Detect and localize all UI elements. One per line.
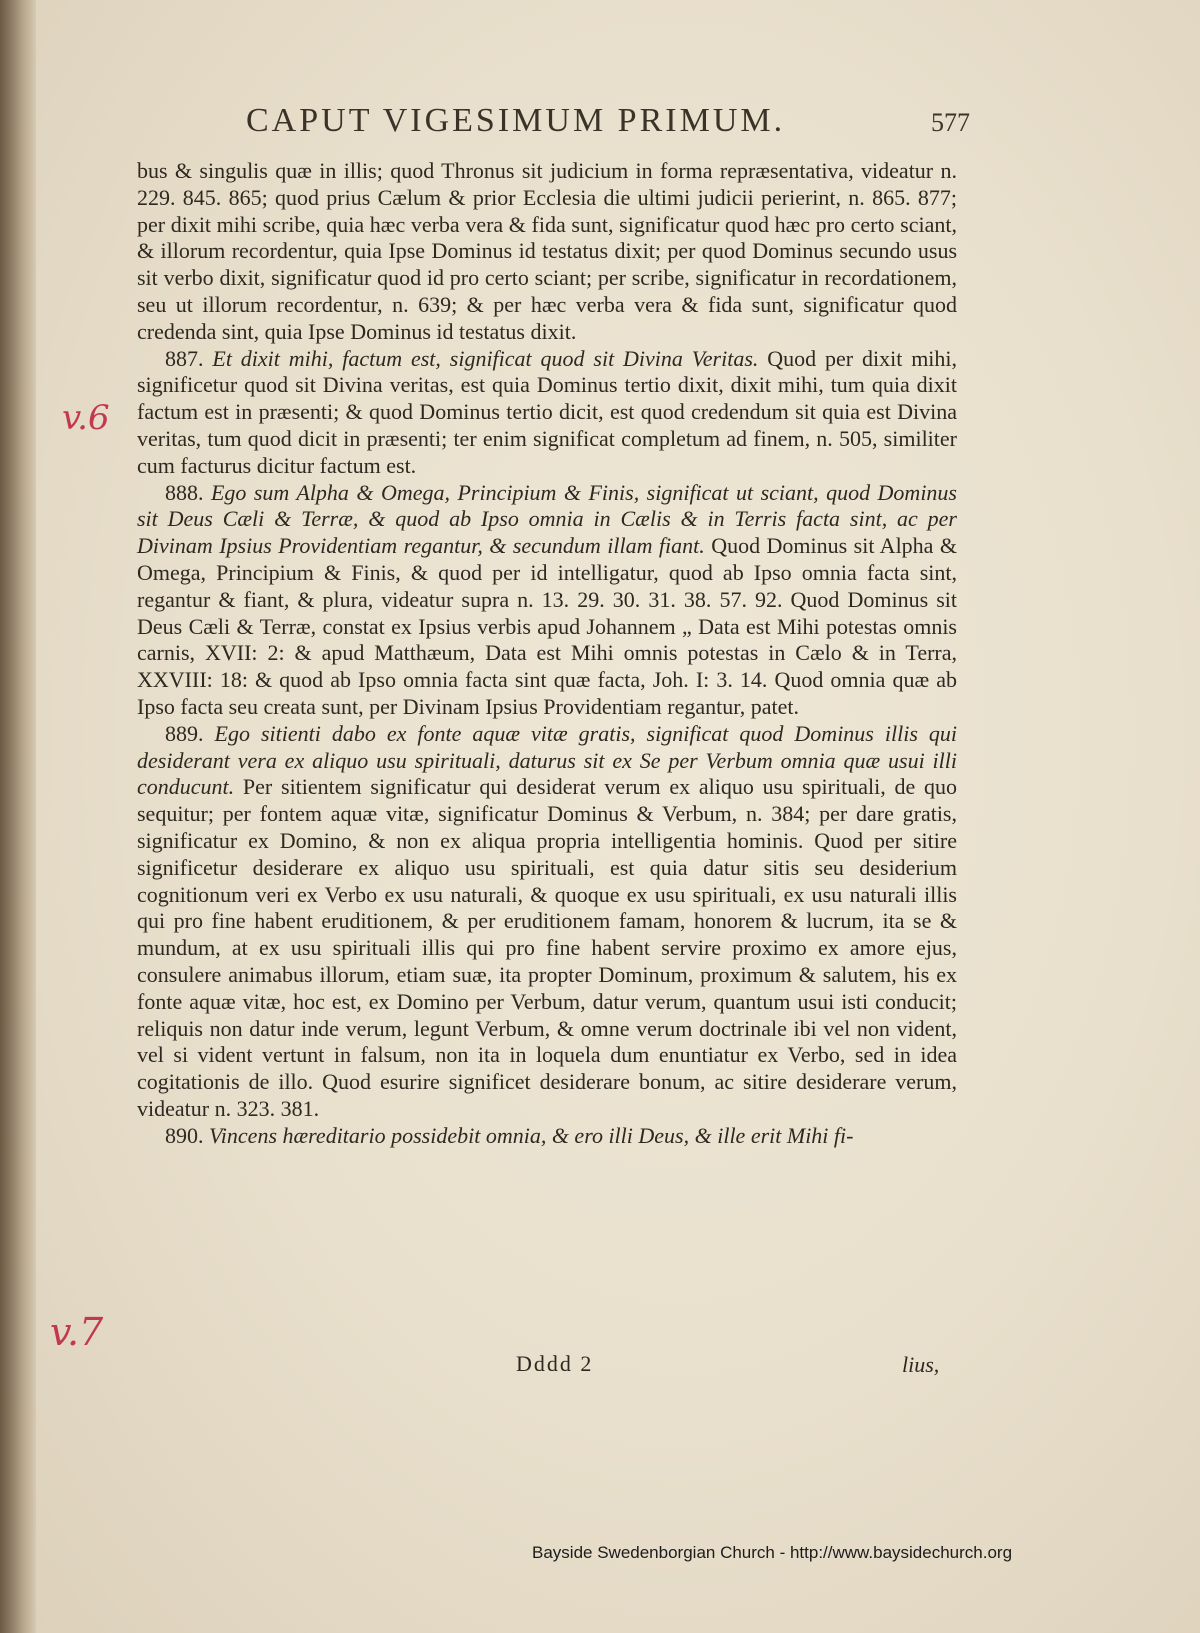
paragraph-887 — [137, 346, 957, 480]
margin-note-verse-6: v.6 — [62, 398, 110, 438]
page-header — [210, 102, 970, 146]
watermark-text: Bayside Swedenborgian Church - http://www.baysidechurch.org — [532, 1543, 1013, 1562]
margin-note-verse-7: v.7 — [50, 1310, 104, 1354]
running-title: CAPUT VIGESIMUM PRIMUM. — [246, 102, 786, 139]
paragraph-text: Quod per dixit mihi, significetur quod sit Divina veritas, est quia Dominus tertio dixit, dixit mihi, tum quia dixit factum est in præsenti; & quod Dominus tertio dicit, est quod credendum sit quia est Divina veritas, tum quod dicit in præsenti; ter enim significat completum ad finem, n. 505, similiter cum facturus dicitur factum est. — [137, 345, 958, 478]
paragraph-888 — [137, 480, 957, 721]
body-text — [137, 158, 957, 1149]
page-number: 577 — [931, 108, 970, 137]
paragraph-lemma: Et dixit mihi, factum est, significat quod sit Divina Veritas. — [212, 345, 759, 371]
paragraph-number: 890. — [165, 1122, 204, 1148]
paragraph-number: 888. — [165, 479, 204, 505]
paragraph-text: bus & singulis quæ in illis; quod Thronus sit judicium in forma repræsentativa, videatur n. 229. 845. 865; quod prius Cælum & prior Ecclesia die ultimi judicii perierint, n. 865. 877; per dixit mihi scribe, quia hæc verba vera & fida sunt, significatur quod hæc pro certo sciant, & illorum recordentur, quia Ipse Dominus id testatus dixit; per quod Dominus secundo usus sit verbo dixit, significatur quod id pro certo sciant; per scribe, significatur in recordationem, seu ut illorum recordentur, n. 639; & per hæc verba vera & fida sunt, significatur quod credenda sint, quia Ipse Dominus id testatus dixit. — [137, 158, 957, 344]
paragraph-890 — [137, 1123, 957, 1150]
paragraph-number: 887. — [165, 345, 204, 371]
paragraph-lemma: Ego sitienti dabo ex fonte aquæ vitæ gratis, significat quod Dominus illis qui desiderant vera ex aliquo usu spirituali, daturus sit ex Se per Verbum omnia quæ usui illi conducunt. — [137, 720, 957, 800]
paragraph-text: Quod Dominus sit Alpha & Omega, Principium & Finis, & quod per id intelligatur, quod ab Ipso omnia facta sint, regantur & fiant, & plura, videatur supra n. 13. 29. 30. 31. 38. 57. 92. Quod Dominus sit Deus Cæli & Terræ, constat ex Ipsius verbis apud Johannem „ Data est Mihi potestas omnis carnis, XVII: 2: & apud Matthæum, Data est Mihi omnis potestas in Cælo & in Terra, XXVIII: 18: & quod ab Ipso omnia facta sint quæ facta, Joh. I: 3. 14. Quod omnia quæ ab Ipso facta seu creata sunt, per Divinam Ipsius Providentiam regantur, patet. — [137, 533, 958, 719]
paragraph-text: Per sitientem significatur qui desiderat verum ex aliquo usu spirituali, de quo sequitur; per fontem aquæ vitæ, significatur Dominus & Verbum, n. 384; per dare gratis, significatur ex Domino, & non ex aliqua propria intelligentia hominis. Quod per sitire significetur desiderare ex aliquo usu spirituali, est quia datur sitis seu desiderium cognitionum veri ex Verbo ex usu naturali, & quoque ex usu spirituali, ex usu naturali illis qui pro fine habent eruditionem, & per eruditionem famam, honorem & lucrum, ita se & mundum, at ex usu spirituali illis qui pro fine habent servire proximo ex amore ejus, consulere animabus illorum, etiam suæ, ita propter Dominum, proximum & salutem, his ex fonte aquæ vitæ, hoc est, ex Domino per Verbum, datur verum, quantum usui isti conducit; reliquis non datur inde verum, legunt Verbum, & omne verum doctrinale ibi vel non vident, vel si vident vertunt in falsum, non ita in loquela dum enuntiatur ex Verbo, sed in idea cogitationis de illo. Quod esurire significet desiderare bonum, ac sitire desiderare verum, videatur n. 323. 381. — [137, 774, 958, 1121]
paragraph-continuation — [137, 158, 957, 346]
paragraph-lemma: Vincens hæreditario possidebit omnia, & ero illi Deus, & ille erit Mihi fi- — [209, 1122, 854, 1148]
signature-mark: Dddd 2 — [516, 1351, 594, 1376]
paragraph-889 — [137, 721, 957, 1123]
catchword: lius, — [902, 1352, 940, 1377]
paragraph-lemma: Ego sum Alpha & Omega, Principium & Finis, significat ut sciant, quod Dominus sit Deus Cæli & Terræ, & quod ab Ipso omnia in Cælis & in Terris facta sint, ac per Divinam Ipsius Providentiam regantur, & secundum illam fiant. — [137, 479, 957, 559]
book-binding-gutter — [0, 0, 36, 1633]
paragraph-number: 889. — [165, 720, 204, 746]
